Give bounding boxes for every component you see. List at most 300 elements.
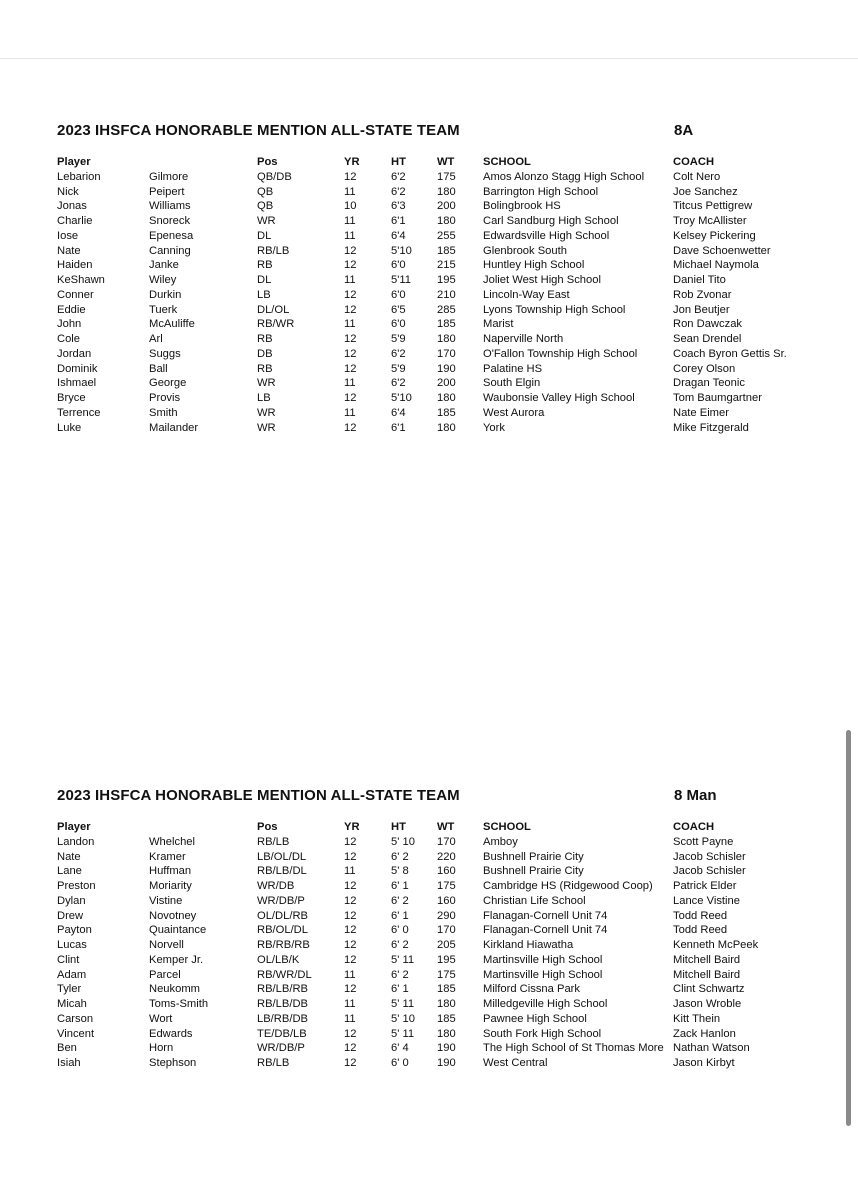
division-label: 8A bbox=[674, 122, 694, 139]
cell-pos: WR/DB/P bbox=[257, 1042, 305, 1055]
cell-ht: 6' 1 bbox=[391, 909, 409, 922]
cell-last: Vistine bbox=[149, 894, 183, 907]
cell-last: McAuliffe bbox=[149, 318, 195, 331]
cell-first: Ishmael bbox=[57, 377, 97, 390]
cell-pos: RB/LB bbox=[257, 1057, 290, 1069]
cell-ht: 6' 2 bbox=[391, 850, 409, 863]
cell-first: Adam bbox=[57, 968, 87, 981]
cell-wt: 180 bbox=[437, 392, 456, 404]
cell-school: South Elgin bbox=[483, 377, 541, 390]
column-header-school: SCHOOL bbox=[483, 821, 531, 833]
cell-last: Snoreck bbox=[149, 215, 191, 227]
cell-ht: 6'2 bbox=[391, 170, 406, 183]
column-header-coach: COACH bbox=[673, 821, 715, 833]
cell-pos: RB/LB/DB bbox=[257, 998, 308, 1010]
cell-ht: 6'2 bbox=[391, 377, 406, 390]
cell-first: Tyler bbox=[57, 983, 82, 996]
cell-yr: 12 bbox=[344, 909, 357, 922]
cell-pos: TE/DB/LB bbox=[257, 1027, 307, 1040]
cell-school: West Central bbox=[483, 1057, 548, 1069]
cell-first: Iose bbox=[57, 229, 79, 242]
cell-school: Carl Sandburg High School bbox=[483, 215, 619, 227]
cell-coach: Jason Wroble bbox=[673, 998, 742, 1010]
cell-first: Charlie bbox=[57, 215, 93, 227]
cell-pos: LB/RB/DB bbox=[257, 1012, 308, 1025]
table-row bbox=[0, 909, 858, 924]
cell-first: Nate bbox=[57, 244, 81, 257]
cell-first: Ben bbox=[57, 1042, 77, 1055]
cell-coach: Patrick Elder bbox=[673, 880, 737, 892]
cell-first: Lucas bbox=[57, 939, 87, 951]
column-header-yr: YR bbox=[344, 821, 360, 833]
cell-pos: DL bbox=[257, 229, 272, 242]
cell-last: Janke bbox=[149, 259, 179, 272]
table-row bbox=[0, 997, 858, 1012]
cell-yr: 12 bbox=[344, 170, 357, 183]
cell-wt: 180 bbox=[437, 185, 456, 198]
cell-yr: 12 bbox=[344, 288, 357, 301]
cell-school: York bbox=[483, 421, 505, 434]
cell-school: Palatine HS bbox=[483, 362, 543, 375]
cell-school: Marist bbox=[483, 318, 514, 331]
roster-section-1 bbox=[0, 787, 858, 1107]
table-row bbox=[0, 258, 858, 273]
division-label: 8 Man bbox=[674, 787, 717, 804]
cell-ht: 5'9 bbox=[391, 362, 406, 375]
cell-last: Quaintance bbox=[149, 924, 207, 937]
cell-first: Dominik bbox=[57, 362, 98, 375]
cell-wt: 175 bbox=[437, 170, 456, 183]
cell-school: Bushnell Prairie City bbox=[483, 865, 584, 878]
cell-first: Vincent bbox=[57, 1027, 95, 1040]
table-row bbox=[0, 938, 858, 953]
cell-coach: Rob Zvonar bbox=[673, 288, 732, 301]
cell-first: Isiah bbox=[57, 1057, 81, 1069]
cell-first: Micah bbox=[57, 998, 87, 1010]
cell-first: Conner bbox=[57, 288, 94, 301]
cell-wt: 290 bbox=[437, 909, 456, 922]
column-header-player: Player bbox=[57, 156, 91, 168]
cell-school: Barrington High School bbox=[483, 185, 599, 198]
cell-last: Edwards bbox=[149, 1027, 193, 1040]
cell-ht: 6'4 bbox=[391, 406, 406, 419]
cell-ht: 5' 10 bbox=[391, 1012, 415, 1025]
table-row bbox=[0, 982, 858, 997]
cell-coach: Jason Kirbyt bbox=[673, 1057, 735, 1069]
cell-last: Horn bbox=[149, 1042, 174, 1055]
cell-pos: WR/DB bbox=[257, 880, 295, 892]
table-row bbox=[0, 421, 858, 436]
cell-last: Epenesa bbox=[149, 229, 194, 242]
cell-ht: 6' 2 bbox=[391, 894, 409, 907]
cell-school: Martinsville High School bbox=[483, 968, 603, 981]
cell-pos: QB bbox=[257, 185, 274, 198]
cell-yr: 11 bbox=[344, 406, 356, 419]
column-header-ht: HT bbox=[391, 821, 406, 833]
column-header-pos: Pos bbox=[257, 156, 278, 168]
cell-wt: 285 bbox=[437, 303, 456, 316]
cell-yr: 11 bbox=[344, 185, 356, 198]
cell-wt: 185 bbox=[437, 406, 456, 419]
table-row bbox=[0, 953, 858, 968]
cell-coach: Daniel Tito bbox=[673, 274, 726, 286]
cell-pos: RB bbox=[257, 362, 273, 375]
table-row bbox=[0, 288, 858, 303]
cell-first: Cole bbox=[57, 333, 81, 345]
cell-yr: 12 bbox=[344, 1057, 357, 1069]
cell-coach: Jacob Schisler bbox=[673, 850, 746, 863]
column-header-player: Player bbox=[57, 821, 91, 833]
cell-yr: 12 bbox=[344, 244, 357, 257]
cell-wt: 160 bbox=[437, 894, 456, 907]
cell-yr: 12 bbox=[344, 303, 357, 316]
cell-last: Ball bbox=[149, 362, 168, 375]
cell-school: Glenbrook South bbox=[483, 244, 567, 257]
cell-coach: Tom Baumgartner bbox=[673, 392, 762, 404]
cell-pos: WR bbox=[257, 377, 276, 390]
cell-wt: 180 bbox=[437, 998, 456, 1010]
cell-wt: 180 bbox=[437, 421, 456, 434]
cell-yr: 12 bbox=[344, 939, 357, 951]
cell-yr: 11 bbox=[344, 274, 356, 286]
table-row bbox=[0, 864, 858, 879]
cell-school: Joliet West High School bbox=[483, 274, 601, 286]
cell-first: KeShawn bbox=[57, 274, 105, 286]
cell-yr: 11 bbox=[344, 318, 356, 331]
cell-wt: 160 bbox=[437, 865, 456, 878]
cell-first: Terrence bbox=[57, 406, 101, 419]
cell-coach: Lance Vistine bbox=[673, 894, 740, 907]
cell-ht: 5'10 bbox=[391, 392, 412, 404]
cell-pos: DL bbox=[257, 274, 272, 286]
cell-pos: OL/DL/RB bbox=[257, 909, 308, 922]
cell-yr: 12 bbox=[344, 924, 357, 937]
table-row bbox=[0, 347, 858, 362]
cell-pos: RB/OL/DL bbox=[257, 924, 308, 937]
cell-coach: Todd Reed bbox=[673, 909, 728, 922]
cell-first: Jordan bbox=[57, 347, 92, 360]
cell-wt: 215 bbox=[437, 259, 456, 272]
section-title: 2023 IHSFCA HONORABLE MENTION ALL-STATE TEAM bbox=[57, 787, 460, 804]
table-row bbox=[0, 850, 858, 865]
cell-school: Pawnee High School bbox=[483, 1012, 587, 1025]
cell-coach: Michael Naymola bbox=[673, 259, 759, 272]
cell-yr: 12 bbox=[344, 894, 357, 907]
cell-school: Milledgeville High School bbox=[483, 998, 608, 1010]
cell-coach: Mitchell Baird bbox=[673, 953, 741, 966]
cell-last: Stephson bbox=[149, 1057, 197, 1069]
cell-pos: RB/LB bbox=[257, 244, 290, 257]
cell-ht: 5'10 bbox=[391, 244, 412, 257]
cell-coach: Colt Nero bbox=[673, 170, 721, 183]
cell-school: Bushnell Prairie City bbox=[483, 850, 584, 863]
cell-school: South Fork High School bbox=[483, 1027, 602, 1040]
cell-last: Canning bbox=[149, 244, 191, 257]
cell-pos: RB/LB bbox=[257, 835, 290, 848]
cell-yr: 11 bbox=[344, 968, 356, 981]
cell-school: Amos Alonzo Stagg High School bbox=[483, 170, 645, 183]
cell-first: Luke bbox=[57, 421, 82, 434]
cell-coach: Kelsey Pickering bbox=[673, 229, 756, 242]
cell-coach: Zack Hanlon bbox=[673, 1027, 736, 1040]
vertical-scrollbar[interactable] bbox=[846, 730, 851, 1126]
column-header-coach: COACH bbox=[673, 156, 715, 168]
cell-school: Cambridge HS (Ridgewood Coop) bbox=[483, 880, 653, 892]
cell-school: Christian Life School bbox=[483, 894, 586, 907]
cell-ht: 6'2 bbox=[391, 347, 406, 360]
table-row bbox=[0, 1056, 858, 1071]
cell-last: Whelchel bbox=[149, 835, 196, 848]
cell-ht: 5' 11 bbox=[391, 998, 415, 1010]
cell-first: Lebarion bbox=[57, 170, 101, 183]
table-row bbox=[0, 835, 858, 850]
cell-last: Huffman bbox=[149, 865, 192, 878]
cell-last: Peipert bbox=[149, 185, 185, 198]
cell-wt: 220 bbox=[437, 850, 456, 863]
cell-yr: 11 bbox=[344, 865, 356, 878]
cell-coach: Scott Payne bbox=[673, 835, 734, 848]
cell-pos: RB bbox=[257, 259, 273, 272]
table-row bbox=[0, 229, 858, 244]
cell-coach: Coach Byron Gettis Sr. bbox=[673, 347, 787, 360]
cell-first: Preston bbox=[57, 880, 96, 892]
cell-coach: Titcus Pettigrew bbox=[673, 200, 753, 213]
cell-ht: 5' 8 bbox=[391, 865, 409, 878]
cell-ht: 6' 4 bbox=[391, 1042, 409, 1055]
cell-wt: 185 bbox=[437, 1012, 456, 1025]
cell-coach: Mike Fitzgerald bbox=[673, 421, 749, 434]
cell-school: Lincoln-Way East bbox=[483, 288, 570, 301]
table-row bbox=[0, 894, 858, 909]
cell-yr: 12 bbox=[344, 880, 357, 892]
cell-wt: 190 bbox=[437, 362, 456, 375]
cell-last: Kramer bbox=[149, 850, 186, 863]
cell-first: Jonas bbox=[57, 200, 87, 213]
cell-yr: 11 bbox=[344, 215, 356, 227]
cell-ht: 6'3 bbox=[391, 200, 406, 213]
page-top-edge bbox=[0, 58, 858, 59]
table-row bbox=[0, 214, 858, 229]
cell-ht: 6'5 bbox=[391, 303, 406, 316]
cell-last: Norvell bbox=[149, 939, 184, 951]
cell-ht: 6' 2 bbox=[391, 939, 409, 951]
cell-last: Moriarity bbox=[149, 880, 192, 892]
cell-first: Drew bbox=[57, 909, 84, 922]
table-row bbox=[0, 1027, 858, 1042]
cell-coach: Clint Schwartz bbox=[673, 983, 745, 996]
cell-last: Mailander bbox=[149, 421, 199, 434]
roster-section-0 bbox=[0, 122, 858, 442]
cell-school: Martinsville High School bbox=[483, 953, 603, 966]
cell-last: Smith bbox=[149, 406, 178, 419]
cell-coach: Todd Reed bbox=[673, 924, 728, 937]
cell-ht: 6'2 bbox=[391, 185, 406, 198]
cell-coach: Jacob Schisler bbox=[673, 865, 746, 878]
cell-yr: 11 bbox=[344, 229, 356, 242]
cell-last: Neukomm bbox=[149, 983, 200, 996]
table-row bbox=[0, 185, 858, 200]
column-header-yr: YR bbox=[344, 156, 360, 168]
cell-last: Wort bbox=[149, 1012, 173, 1025]
cell-yr: 11 bbox=[344, 377, 356, 390]
cell-pos: WR bbox=[257, 406, 276, 419]
cell-pos: WR/DB/P bbox=[257, 894, 305, 907]
cell-pos: LB bbox=[257, 288, 271, 301]
cell-last: Durkin bbox=[149, 288, 182, 301]
table-row bbox=[0, 317, 858, 332]
cell-coach: Troy McAllister bbox=[673, 215, 747, 227]
cell-pos: OL/LB/K bbox=[257, 953, 300, 966]
cell-school: Naperville North bbox=[483, 333, 564, 345]
cell-wt: 195 bbox=[437, 274, 456, 286]
cell-last: Suggs bbox=[149, 347, 181, 360]
table-row bbox=[0, 332, 858, 347]
table-row bbox=[0, 362, 858, 377]
cell-pos: RB/LB/DL bbox=[257, 865, 307, 878]
cell-pos: RB/LB/RB bbox=[257, 983, 308, 996]
column-header-wt: WT bbox=[437, 821, 455, 833]
cell-first: Nick bbox=[57, 185, 79, 198]
cell-school: Milford Cissna Park bbox=[483, 983, 580, 996]
cell-coach: Corey Olson bbox=[673, 362, 736, 375]
cell-coach: Joe Sanchez bbox=[673, 185, 738, 198]
table-row bbox=[0, 391, 858, 406]
cell-pos: QB bbox=[257, 200, 274, 213]
cell-yr: 12 bbox=[344, 983, 357, 996]
cell-first: Bryce bbox=[57, 392, 86, 404]
cell-ht: 5'9 bbox=[391, 333, 406, 345]
cell-wt: 200 bbox=[437, 200, 456, 213]
cell-yr: 12 bbox=[344, 421, 357, 434]
cell-wt: 185 bbox=[437, 244, 456, 257]
cell-wt: 200 bbox=[437, 377, 456, 390]
cell-last: Toms-Smith bbox=[149, 998, 209, 1010]
cell-yr: 11 bbox=[344, 998, 356, 1010]
cell-wt: 180 bbox=[437, 1027, 456, 1040]
cell-coach: Jon Beutjer bbox=[673, 303, 730, 316]
cell-yr: 12 bbox=[344, 392, 357, 404]
cell-ht: 6'0 bbox=[391, 288, 406, 301]
cell-first: Landon bbox=[57, 835, 95, 848]
cell-first: Lane bbox=[57, 865, 82, 878]
cell-wt: 175 bbox=[437, 880, 456, 892]
cell-yr: 12 bbox=[344, 347, 357, 360]
cell-yr: 12 bbox=[344, 362, 357, 375]
cell-pos: LB/OL/DL bbox=[257, 850, 307, 863]
cell-pos: QB/DB bbox=[257, 170, 292, 183]
cell-yr: 12 bbox=[344, 1042, 357, 1055]
cell-last: George bbox=[149, 377, 187, 390]
cell-last: Gilmore bbox=[149, 170, 189, 183]
column-header-school: SCHOOL bbox=[483, 156, 531, 168]
cell-coach: Dragan Teonic bbox=[673, 377, 745, 390]
cell-ht: 5'11 bbox=[391, 274, 411, 286]
cell-coach: Nate Eimer bbox=[673, 406, 729, 419]
cell-pos: LB bbox=[257, 392, 271, 404]
table-row bbox=[0, 199, 858, 214]
column-header-ht: HT bbox=[391, 156, 406, 168]
section-title: 2023 IHSFCA HONORABLE MENTION ALL-STATE TEAM bbox=[57, 122, 460, 139]
cell-first: Eddie bbox=[57, 303, 86, 316]
cell-wt: 180 bbox=[437, 215, 456, 227]
cell-last: Tuerk bbox=[149, 303, 178, 316]
cell-first: Payton bbox=[57, 924, 92, 937]
cell-yr: 11 bbox=[344, 1012, 356, 1025]
cell-coach: Kitt Thein bbox=[673, 1012, 721, 1025]
cell-last: Wiley bbox=[149, 274, 177, 286]
cell-first: Haiden bbox=[57, 259, 93, 272]
cell-wt: 210 bbox=[437, 288, 456, 301]
table-row bbox=[0, 923, 858, 938]
cell-school: Edwardsville High School bbox=[483, 229, 610, 242]
cell-school: Amboy bbox=[483, 835, 518, 848]
column-header-wt: WT bbox=[437, 156, 455, 168]
table-row bbox=[0, 303, 858, 318]
cell-wt: 195 bbox=[437, 953, 456, 966]
cell-coach: Nathan Watson bbox=[673, 1042, 750, 1055]
cell-ht: 6' 0 bbox=[391, 924, 409, 937]
cell-last: Novotney bbox=[149, 909, 197, 922]
cell-wt: 175 bbox=[437, 968, 456, 981]
table-row bbox=[0, 170, 858, 185]
cell-ht: 6'0 bbox=[391, 259, 406, 272]
cell-pos: RB/WR/DL bbox=[257, 968, 312, 981]
table-row bbox=[0, 879, 858, 894]
cell-wt: 205 bbox=[437, 939, 456, 951]
cell-wt: 170 bbox=[437, 924, 456, 937]
cell-school: Flanagan-Cornell Unit 74 bbox=[483, 909, 608, 922]
cell-pos: RB bbox=[257, 333, 273, 345]
column-header-pos: Pos bbox=[257, 821, 278, 833]
cell-coach: Sean Drendel bbox=[673, 333, 742, 345]
cell-school: Flanagan-Cornell Unit 74 bbox=[483, 924, 608, 937]
cell-pos: DB bbox=[257, 347, 273, 360]
cell-wt: 255 bbox=[437, 229, 456, 242]
cell-school: Lyons Township High School bbox=[483, 303, 626, 316]
cell-school: Waubonsie Valley High School bbox=[483, 392, 635, 404]
table-row bbox=[0, 1012, 858, 1027]
cell-wt: 170 bbox=[437, 835, 456, 848]
table-row bbox=[0, 244, 858, 259]
cell-wt: 185 bbox=[437, 983, 456, 996]
cell-school: The High School of St Thomas More bbox=[483, 1042, 664, 1055]
cell-ht: 6' 1 bbox=[391, 880, 409, 892]
cell-yr: 10 bbox=[344, 200, 357, 213]
cell-wt: 190 bbox=[437, 1057, 456, 1069]
cell-school: Kirkland Hiawatha bbox=[483, 939, 574, 951]
cell-last: Arl bbox=[149, 333, 163, 345]
cell-first: Clint bbox=[57, 953, 80, 966]
table-header bbox=[0, 820, 858, 835]
cell-first: John bbox=[57, 318, 82, 331]
cell-ht: 6'4 bbox=[391, 229, 406, 242]
cell-ht: 6'1 bbox=[391, 421, 406, 434]
cell-yr: 12 bbox=[344, 835, 357, 848]
cell-wt: 170 bbox=[437, 347, 456, 360]
cell-school: Huntley High School bbox=[483, 259, 585, 272]
cell-yr: 12 bbox=[344, 953, 357, 966]
table-row bbox=[0, 273, 858, 288]
cell-pos: RB/WR bbox=[257, 318, 295, 331]
cell-ht: 5' 10 bbox=[391, 835, 415, 848]
cell-coach: Ron Dawczak bbox=[673, 318, 743, 331]
cell-school: West Aurora bbox=[483, 406, 545, 419]
cell-ht: 6' 1 bbox=[391, 983, 409, 996]
cell-pos: WR bbox=[257, 215, 276, 227]
cell-ht: 5' 11 bbox=[391, 953, 415, 966]
table-row bbox=[0, 376, 858, 391]
cell-last: Parcel bbox=[149, 968, 181, 981]
